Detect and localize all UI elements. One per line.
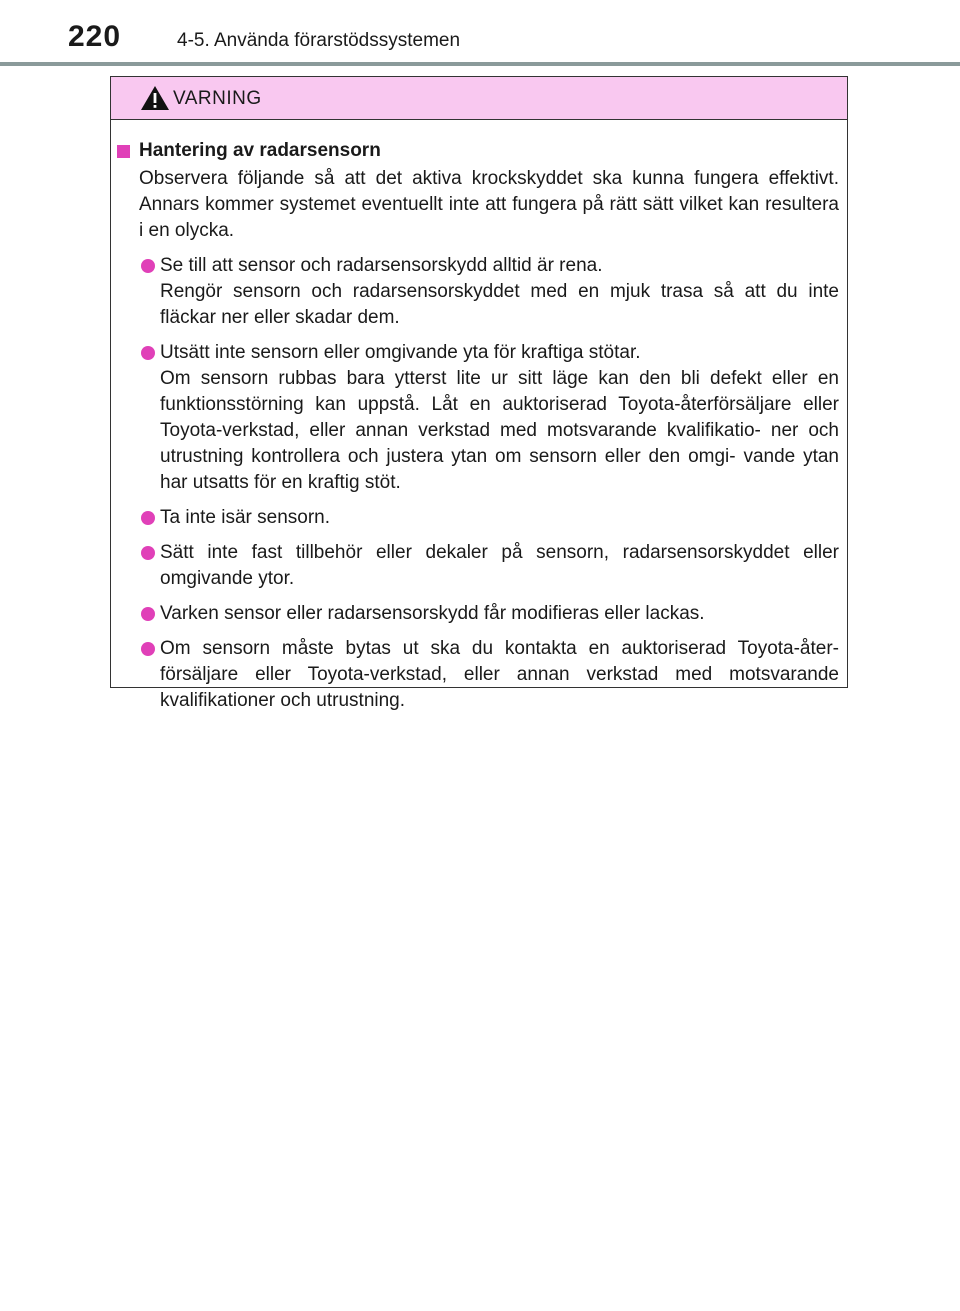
subheading-text: Hantering av radarsensorn [139, 140, 381, 161]
item-main: Utsätt inte sensorn eller omgivande yta för kraftiga stötar. [160, 342, 641, 363]
section-title: 4-5. Använda förarstödssystemen [177, 30, 461, 51]
list-item [117, 505, 839, 531]
intro-text: Observera följande så att det aktiva krockskyddet ska kunna fungera effektivt. Annars kommer systemet eventuellt inte att fungera på rätt sätt vilket kan resultera i en olycka. [139, 168, 839, 241]
warning-triangle-icon [140, 85, 170, 111]
item-main: Om sensorn måste bytas ut ska du kontakta en auktoriserad Toyota-åter- försäljare eller Toyota-verkstad, eller annan verkstad med motsvarande kvalifikationer och utrustning. [160, 638, 839, 711]
item-main: Sätt inte fast tillbehör eller dekaler på sensorn, radarsensorskyddet eller omgivande ytor. [160, 542, 839, 589]
bullet-icon [141, 642, 155, 656]
warning-body [111, 120, 847, 714]
list-item [117, 540, 839, 592]
list-item [117, 340, 839, 496]
item-main: Se till att sensor och radarsensorskydd alltid är rena. [160, 255, 603, 276]
list-item [117, 253, 839, 331]
page-number: 220 [68, 20, 122, 53]
bullet-icon [141, 511, 155, 525]
square-bullet-icon [117, 145, 130, 158]
bullet-icon [141, 546, 155, 560]
item-main: Ta inte isär sensorn. [160, 507, 331, 528]
warning-title: VARNING [173, 88, 262, 109]
warning-items [117, 253, 839, 714]
item-detail: Om sensorn rubbas bara ytterst lite ur sitt läge kan den bli defekt eller en funktionsstörning kan uppstå. Låt en auktoriserad Toyota-återförsäljare eller Toyota-verkstad, eller annan verkstad med motsvarande kvalifikatio- ner och utrustning kontrollera och justera ytan om sensorn eller den omgi- vande ytan har utsatts för en kraftig stöt. [160, 368, 839, 493]
item-main: Varken sensor eller radarsensorskydd får modifieras eller lackas. [160, 603, 705, 624]
warning-header [111, 77, 847, 120]
list-item [117, 601, 839, 627]
bullet-icon [141, 259, 155, 273]
warning-box [110, 76, 848, 711]
list-item [117, 636, 839, 714]
bullet-icon [141, 607, 155, 621]
bullet-icon [141, 346, 155, 360]
subheading [117, 138, 839, 164]
header-rule [0, 62, 960, 66]
item-detail: Rengör sensorn och radarsensorskyddet med en mjuk trasa så att du inte fläckar ner eller skadar dem. [160, 281, 839, 328]
